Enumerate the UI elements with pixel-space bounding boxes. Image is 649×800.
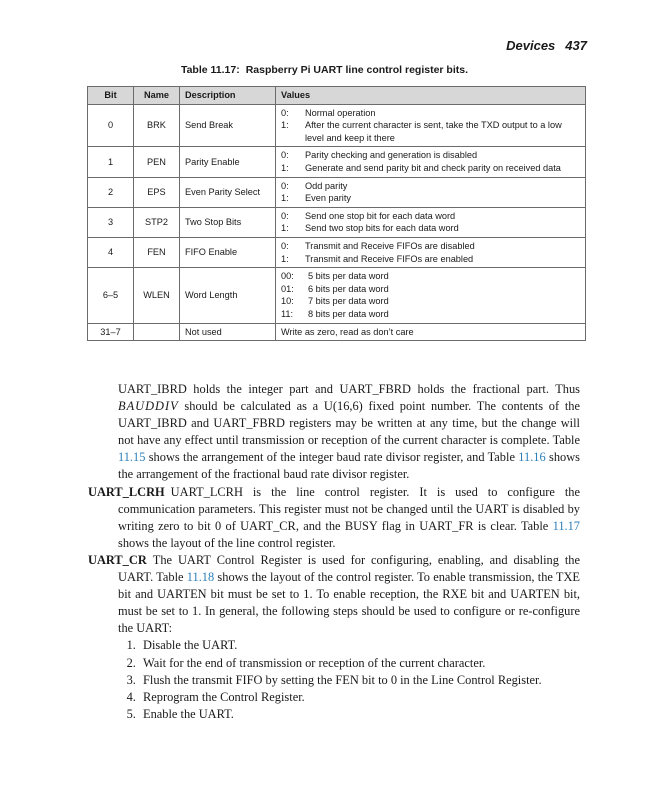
value-code: 0:: [281, 107, 289, 118]
text-run: UART_IBRD holds the integer part and UART_FBRD holds the fractional part. Thus: [118, 382, 580, 396]
math-bauddiv: BAUDDIV: [118, 399, 179, 414]
list-item: 4. Reprogram the Control Register.: [139, 689, 580, 706]
table-row: [88, 147, 586, 177]
cell-description: Parity Enable: [180, 147, 276, 177]
value-line: [281, 107, 580, 120]
col-header-bit: Bit: [88, 87, 134, 105]
list-item: 5. Enable the UART.: [139, 706, 580, 723]
header-section: Devices: [506, 38, 556, 53]
configuration-steps: [88, 637, 580, 722]
table-row: [88, 237, 586, 267]
value-code: 0:: [281, 210, 289, 221]
value-line: [281, 270, 580, 283]
value-text: 6 bits per data word: [308, 283, 389, 294]
cell-bit: 6–5: [88, 268, 134, 323]
table-row: [88, 323, 586, 341]
cell-name: [134, 323, 180, 341]
value-code: 1:: [281, 162, 289, 173]
cell-bit: 0: [88, 104, 134, 147]
cell-values: [276, 177, 586, 207]
cell-values: [276, 268, 586, 323]
value-line: [281, 253, 580, 266]
page-number: 437: [565, 38, 587, 53]
cell-values: [276, 237, 586, 267]
table-header-row: [88, 87, 586, 105]
cell-bit: 3: [88, 207, 134, 237]
text-run: UART_LCRH is the line control register. It is used to configure the communication parameters. This register must not be changed until the UART is disabled by writing zero to bit 0 of UART_CR, and the BUSY flag in UART_FR is clear. Table: [118, 484, 580, 533]
value-text: Transmit and Receive FIFOs are enabled: [305, 253, 474, 264]
value-code: 0:: [281, 150, 289, 161]
col-header-name: Name: [134, 87, 180, 105]
value-text: 5 bits per data word: [308, 271, 389, 282]
cell-bit: 2: [88, 177, 134, 207]
table-row: [88, 268, 586, 323]
value-code: 11:: [281, 308, 294, 319]
value-code: 1:: [281, 223, 289, 234]
value-code: 01:: [281, 283, 294, 294]
value-line: [281, 295, 580, 308]
paragraph-uart-lcrh: [88, 484, 580, 552]
paragraph-baud-divisor: [88, 381, 580, 484]
value-text: After the current character is sent, take the TXD output to a low level and keep it there: [305, 120, 562, 143]
paragraph-uart-cr: [88, 552, 580, 637]
text-run: should be calculated as a U(16,6) fixed point number. The contents of the UART_IBRD and UART_FBRD registers may be written at any time, but the change will not have any effect until transmission or reception of the current character is complete. Table: [118, 399, 580, 448]
running-header: [506, 38, 587, 53]
value-text: Transmit and Receive FIFOs are disabled: [305, 240, 475, 251]
cell-values: [276, 104, 586, 147]
cell-values: [276, 323, 586, 341]
value-text: Parity checking and generation is disabled: [305, 150, 478, 161]
value-line: [281, 222, 580, 235]
cell-bit: 1: [88, 147, 134, 177]
text-run: shows the arrangement of the integer baud rate divisor register, and Table: [145, 450, 519, 465]
value-text: 8 bits per data word: [308, 308, 389, 319]
cell-name: PEN: [134, 147, 180, 177]
value-line: [281, 180, 580, 193]
table-ref-link[interactable]: 11.18: [186, 570, 215, 585]
table-ref-link[interactable]: 11.15: [118, 450, 146, 465]
table-ref-link[interactable]: 11.17: [552, 518, 580, 533]
value-line: [281, 308, 580, 321]
cell-description: Word Length: [180, 268, 276, 323]
list-item: 2. Wait for the end of transmission or reception of the current character.: [139, 655, 580, 672]
cell-description: Not used: [180, 323, 276, 341]
cell-values: [276, 207, 586, 237]
value-code: 10:: [281, 296, 294, 307]
col-header-description: Description: [180, 87, 276, 105]
value-code: 1:: [281, 193, 289, 204]
cell-bit: 4: [88, 237, 134, 267]
value-line: [281, 119, 580, 144]
list-item: 1. Disable the UART.: [139, 637, 580, 654]
cell-description: FIFO Enable: [180, 237, 276, 267]
text-run: The UART Control Register is used for configuring, enabling, and disabling the UART. Table: [118, 552, 580, 585]
value-text: Send two stop bits for each data word: [305, 223, 459, 234]
text-run: shows the layout of the control register. To enable transmission, the TXE bit and UARTEN bit must be set to 1. To enable reception, the RXE bit and UARTEN bit, must be set to 1. In general, the following steps should be used to configure or re-configure the UART:: [118, 570, 580, 636]
cell-values: [276, 147, 586, 177]
cell-name: EPS: [134, 177, 180, 207]
value-line: [281, 240, 580, 253]
cell-name: BRK: [134, 104, 180, 147]
cell-name: FEN: [134, 237, 180, 267]
list-item: 3. Flush the transmit FIFO by setting the FEN bit to 0 in the Line Control Register.: [139, 672, 580, 689]
value-line: [281, 210, 580, 223]
table-row: [88, 177, 586, 207]
value-line: [281, 162, 580, 175]
caption-label: Table 11.17:: [180, 64, 240, 76]
value-text: Normal operation: [305, 107, 376, 118]
cell-description: Two Stop Bits: [180, 207, 276, 237]
value-text: Generate and send parity bit and check parity on received data: [305, 162, 561, 173]
caption-title: Raspberry Pi UART line control register bits.: [245, 64, 469, 76]
cell-description: Send Break: [180, 104, 276, 147]
text-run: shows the arrangement of the fractional baud rate divisor register.: [118, 450, 580, 482]
table-row: [88, 104, 586, 147]
term-uart-cr: UART_CR: [88, 552, 147, 567]
register-bits-table: [87, 86, 586, 341]
value-text: Odd parity: [305, 180, 348, 191]
term-uart-lcrh: UART_LCRH: [88, 484, 165, 499]
table-row: [88, 207, 586, 237]
cell-name: STP2: [134, 207, 180, 237]
value-text: Even parity: [305, 193, 351, 204]
cell-name: WLEN: [134, 268, 180, 323]
value-code: 0:: [281, 180, 289, 191]
cell-bit: 31–7: [88, 323, 134, 341]
value-code: 1:: [281, 253, 289, 264]
value-text: Send one stop bit for each data word: [305, 210, 456, 221]
text-run: shows the layout of the line control register.: [118, 535, 336, 550]
value-text: Write as zero, read as don’t care: [281, 326, 414, 337]
value-line: [281, 192, 580, 205]
cell-description: Even Parity Select: [180, 177, 276, 207]
col-header-values: Values: [276, 87, 586, 105]
value-line: [281, 149, 580, 162]
table-ref-link[interactable]: 11.16: [518, 450, 546, 465]
value-code: 00:: [281, 271, 294, 282]
value-code: 0:: [281, 240, 289, 251]
value-code: 1:: [281, 120, 289, 131]
table-caption: [0, 64, 649, 76]
value-line: [281, 283, 580, 296]
body-text: [88, 381, 580, 723]
value-text: 7 bits per data word: [308, 296, 389, 307]
